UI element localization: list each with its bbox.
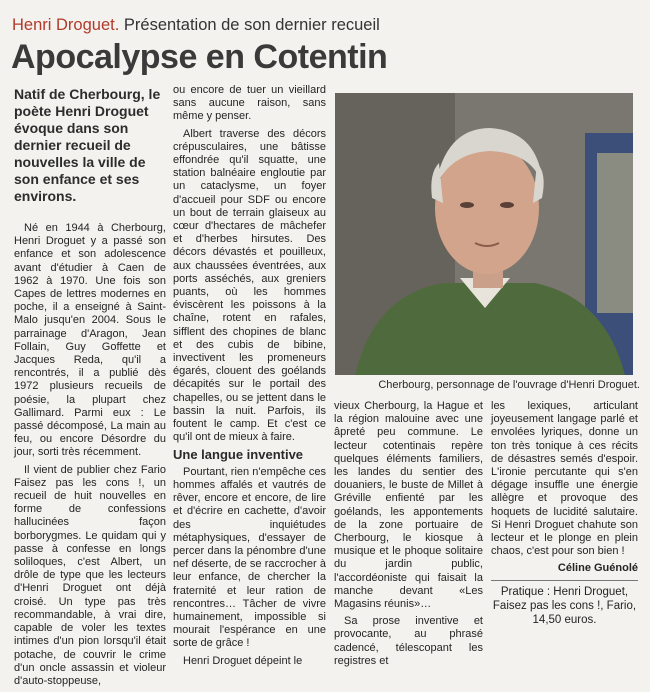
portrait-image: [335, 93, 633, 375]
col1-paragraph-1: Né en 1944 à Cherbourg, Henri Droguet y a passé son enfance et son adolescence avant d'étudier à Caen de 1962 à 1970. Une fois son Capes de lettres modernes en poche, il a enseigné à Saint-Malo jusqu'en 2004. Sous le parrainage d'Aragon, Jean Follain, Guy Goffette et Jacques Reda, qu'il a rencontrés, il a publié dès 1972 plusieurs recueils de poésie, la plupart chez Gallimard. Parmi eux : Le passé décomposé, La main au feu, ou encore Désordre du jour, sorti très récemment.: [14, 222, 166, 459]
col4-paragraph-1: les lexiques, articulant joyeusement langage parlé et envolées lyriques, donne un ton très tonique à ces récits de désastres semés d'espoir. L'ironie percutante qui s'en dégage insuffle une énergie allègre et provoque des hoquets de lucidité salutaire. Si Henri Droguet chahute son lecteur et le plonge en plein chaos, c'est pour son bien !: [491, 400, 638, 558]
chapo: Natif de Cherbourg, le poète Henri Droguet évoque dans son dernier recueil de nouvelles la ville de son enfance et ses environs.: [14, 86, 161, 204]
col1-paragraph-2: Il vient de publier chez Fario Faisez pas les cons !, un recueil de huit nouvelles en forme de confessions hallucinées façon borborygmes. Le quidam qui y passe à confesse en longs soliloques, c'est Albert, un drôle de type que les lecteurs d'Henri Droguet ont déjà croisé. Un type pas très recommandable, à vrai dire, capable de voler les textes intimes d'un pion lorsqu'il était potache, de couvrir le crime d'un oncle assassin et violeur d'auto-stoppeuse,: [14, 463, 166, 687]
column-3: [334, 400, 483, 672]
col2-paragraph-2: Albert traverse des décors crépusculaires, une bâtisse effondrée qu'il squatte, une station balnéaire engloutie par un cataclysme, un foyer d'accueil pour SDF ou encore un bout de terrain glaiseux au cœur d'hectares de mâchefer et d'herbes hirsutes. Des décors dévastés et pouilleux, aux chaussées éventrées, aux ports asséchés, aux greniers puants, où les hommes éviscèrent les poissons à la chaîne, rotent en rafales, sifflent des chopines de blanc et des cubis de bibine, invectivent les promeneurs égarés, clouent des goélands décapités sur le portail des chapelles, ou se jettent dans le bassin la nuit. Parfois, ils foutent le camp. Et c'est ce qu'il ont de mieux à faire.: [173, 127, 326, 444]
author-photo: [335, 93, 633, 375]
col2-paragraph-4: Henri Droguet dépeint le: [183, 654, 303, 667]
signature: Céline Guénolé: [557, 562, 638, 575]
col3-paragraph-2: Sa prose inventive et provocante, au phrasé cadencé, télescopant les registres et: [334, 615, 483, 667]
col2-paragraph-1: ou encore de tuer un vieillard sans aucune raison, sans même y penser.: [173, 84, 326, 123]
column-1: [14, 222, 166, 692]
column-4: [491, 400, 638, 631]
photo-caption: Cherbourg, personnage de l'ouvrage d'Henri Droguet.: [378, 379, 640, 391]
pratique-box: Pratique : Henri Droguet, Faisez pas les cons !, Fario, 14,50 euros.: [491, 580, 638, 627]
kicker-name: Henri Droguet.: [12, 16, 120, 34]
headline: Apocalypse en Cotentin: [11, 38, 388, 76]
col2-paragraph-3: Pourtant, rien n'empêche ces hommes affalés et vautrés de rêver, encore et encore, de lire et d'écrire en cachette, d'avoir des inquiétudes métaphysiques, d'essayer de percer dans la pénombre d'une nef déserte, de se raccrocher à leur enfance, de chercher la fraternité et leur ration de rencontres… Tâcher de vivre humainement, impossible si mourait l'espérance en une sorte de grâce !: [173, 465, 326, 650]
kicker: [12, 16, 380, 35]
column-2: [173, 84, 326, 672]
subhead: Une langue inventive: [173, 447, 304, 463]
kicker-text: Présentation de son dernier recueil: [123, 16, 380, 34]
col3-paragraph-1: vieux Cherbourg, la Hague et la région malouine avec une âpreté peu commune. Le lecteur cotentinais repère quelques éléments familiers, les landes du sentier des douaniers, le buste de Millet à Gréville enfienté par les goélands, les appontements de la zone portuaire de Cherbourg, le kiosque à musique et le phoque solitaire du jardin public, l'accordéoniste qui faisait la manche devant «Les Magasins réunis»…: [334, 400, 483, 611]
